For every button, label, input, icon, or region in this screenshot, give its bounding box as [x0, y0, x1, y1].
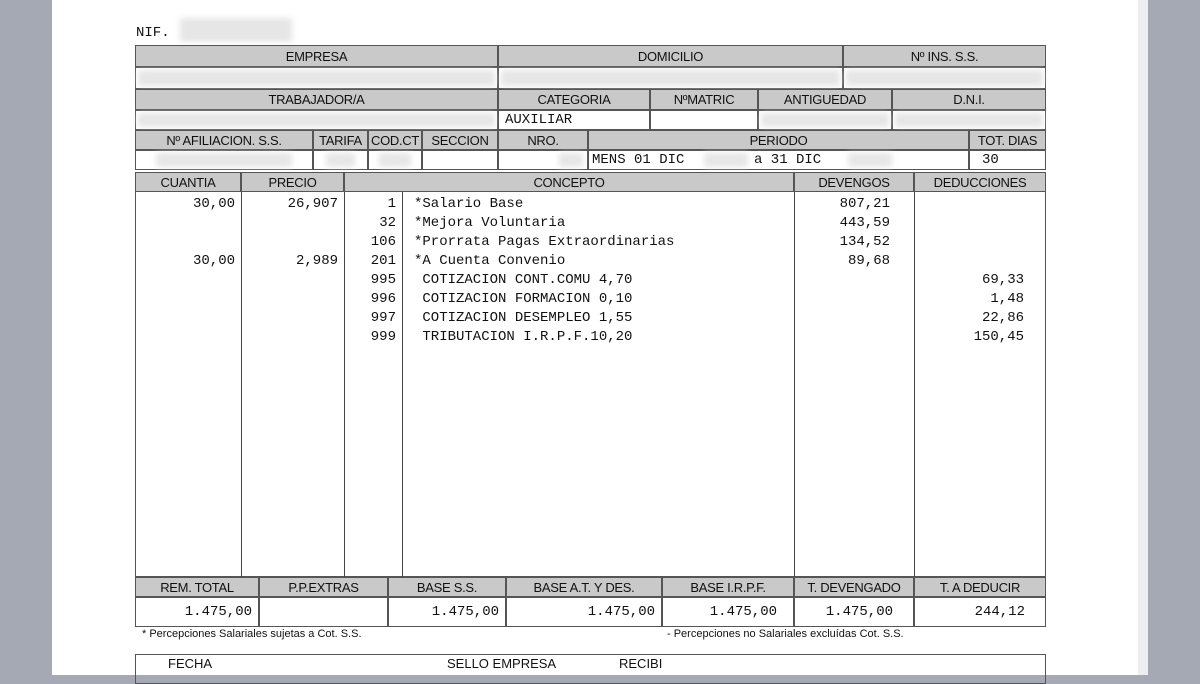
line-deduccion [914, 252, 1024, 271]
header-t-deducir: T. A DEDUCIR [914, 577, 1046, 597]
line-code: 106 [370, 234, 396, 250]
line-code: 995 [370, 272, 396, 288]
line-cuantia [135, 214, 235, 233]
line-devengo: 443,59 [839, 215, 890, 231]
line-precio [241, 233, 338, 252]
line-deduccion: 1,48 [990, 291, 1024, 307]
note-salariales: * Percepciones Salariales sujetas a Cot. S.S. [142, 628, 362, 640]
line-code: 201 [370, 253, 396, 269]
header-antiguedad: ANTIGUEDAD [758, 89, 892, 110]
note-no-salariales: - Percepciones no Salariales excluídas Cot. S.S. [667, 628, 904, 640]
header-concepto: CONCEPTO [344, 172, 794, 192]
line-devengo [794, 290, 890, 309]
line-deduccion [914, 195, 1024, 214]
dni-field [892, 110, 1046, 130]
line-cuantia: 30,00 [192, 253, 235, 269]
seccion-field [422, 150, 498, 170]
fecha-label: FECHA [168, 656, 213, 671]
line-concepto: COTIZACION CONT.COMU 4,70 [414, 272, 633, 288]
recibi-label: RECIBI [619, 656, 663, 671]
empresa-field [135, 67, 498, 89]
header-dni: D.N.I. [892, 89, 1046, 110]
header-domicilio: DOMICILIO [498, 45, 843, 67]
tot-dias-value: 30 [969, 150, 1046, 170]
header-nro: NRO. [498, 130, 588, 150]
t-devengado-value: 1.475,00 [794, 597, 914, 627]
line-deduccion [914, 233, 1024, 252]
line-deduccion: 150,45 [973, 329, 1024, 345]
signature-box [135, 654, 1046, 684]
codct-field [368, 150, 422, 170]
base-irpf-value: 1.475,00 [662, 597, 794, 627]
line-precio [241, 214, 338, 233]
header-codct: COD.CT [368, 130, 422, 150]
header-tot-dias: TOT. DIAS [969, 130, 1046, 150]
line-devengo: 807,21 [839, 196, 890, 212]
line-cuantia: 30,00 [192, 196, 235, 212]
line-devengo: 134,52 [839, 234, 890, 250]
line-concepto: TRIBUTACION I.R.P.F.10,20 [414, 329, 633, 345]
header-deducciones: DEDUCCIONES [914, 172, 1046, 192]
line-precio: 2,989 [295, 253, 338, 269]
afiliacion-field [135, 150, 313, 170]
header-tarifa: TARIFA [313, 130, 368, 150]
header-periodo: PERIODO [588, 130, 969, 150]
header-base-ss: BASE S.S. [388, 577, 506, 597]
line-cuantia [135, 328, 235, 347]
line-code: 999 [370, 329, 396, 345]
base-at-value: 1.475,00 [506, 597, 662, 627]
line-precio [241, 271, 338, 290]
column-divider [402, 192, 403, 577]
line-cuantia [135, 233, 235, 252]
line-concepto: COTIZACION DESEMPLEO 1,55 [414, 310, 633, 326]
header-empresa: EMPRESA [135, 45, 498, 67]
header-seccion: SECCION [422, 130, 498, 150]
line-concepto: COTIZACION FORMACION 0,10 [414, 291, 633, 307]
header-afiliacion: Nº AFILIACION. S.S. [135, 130, 313, 150]
line-cuantia [135, 271, 235, 290]
line-cuantia [135, 309, 235, 328]
line-precio [241, 290, 338, 309]
header-categoria: CATEGORIA [498, 89, 650, 110]
line-precio [241, 309, 338, 328]
sello-empresa-label: SELLO EMPRESA [447, 656, 557, 671]
line-devengo [794, 271, 890, 290]
ins-ss-field [843, 67, 1046, 89]
domicilio-field [498, 67, 843, 89]
header-cuantia: CUANTIA [135, 172, 241, 192]
nif-label: NIF. [136, 25, 170, 41]
line-devengo [794, 328, 890, 347]
header-t-devengado: T. DEVENGADO [794, 577, 914, 597]
pp-extras-value [259, 597, 388, 627]
line-concepto: *Mejora Voluntaria [414, 215, 566, 231]
line-deduccion: 22,86 [981, 310, 1024, 326]
line-deduccion: 69,33 [981, 272, 1024, 288]
nro-field [498, 150, 588, 170]
header-devengos: DEVENGOS [794, 172, 914, 192]
periodo-from: MENS 01 DIC [592, 152, 685, 168]
periodo-to: a 31 DIC [754, 152, 822, 168]
header-precio: PRECIO [241, 172, 344, 192]
header-base-irpf: BASE I.R.P.F. [662, 577, 794, 597]
header-nmatric: NºMATRIC [650, 89, 758, 110]
periodo-year-redacted-2 [848, 153, 892, 167]
line-code: 1 [387, 196, 396, 212]
line-code: 996 [370, 291, 396, 307]
line-code: 997 [370, 310, 396, 326]
line-precio: 26,907 [287, 196, 338, 212]
tarifa-field [313, 150, 368, 170]
trabajador-field [135, 110, 498, 130]
nmatric-field [650, 110, 758, 130]
line-concepto: *A Cuenta Convenio [414, 253, 566, 269]
page-edge [1138, 0, 1148, 675]
line-cuantia [135, 290, 235, 309]
header-ins-ss: Nº INS. S.S. [843, 45, 1046, 67]
rem-total-value: 1.475,00 [135, 597, 259, 627]
line-devengo: 89,68 [847, 253, 890, 269]
nif-redacted [180, 18, 292, 42]
header-rem-total: REM. TOTAL [135, 577, 259, 597]
base-ss-value: 1.475,00 [388, 597, 506, 627]
line-code: 32 [379, 215, 396, 231]
header-base-at: BASE A.T. Y DES. [506, 577, 662, 597]
line-deduccion [914, 214, 1024, 233]
header-trabajador: TRABAJADOR/A [135, 89, 498, 110]
line-precio [241, 328, 338, 347]
line-concepto: *Prorrata Pagas Extraordinarias [414, 234, 675, 250]
t-deducir-value: 244,12 [914, 597, 1046, 627]
line-devengo [794, 309, 890, 328]
antiguedad-field [758, 110, 892, 130]
categoria-value: AUXILIAR [498, 110, 650, 130]
header-pp-extras: P.P.EXTRAS [259, 577, 388, 597]
line-concepto: *Salario Base [414, 196, 524, 212]
periodo-year-redacted [704, 153, 748, 167]
